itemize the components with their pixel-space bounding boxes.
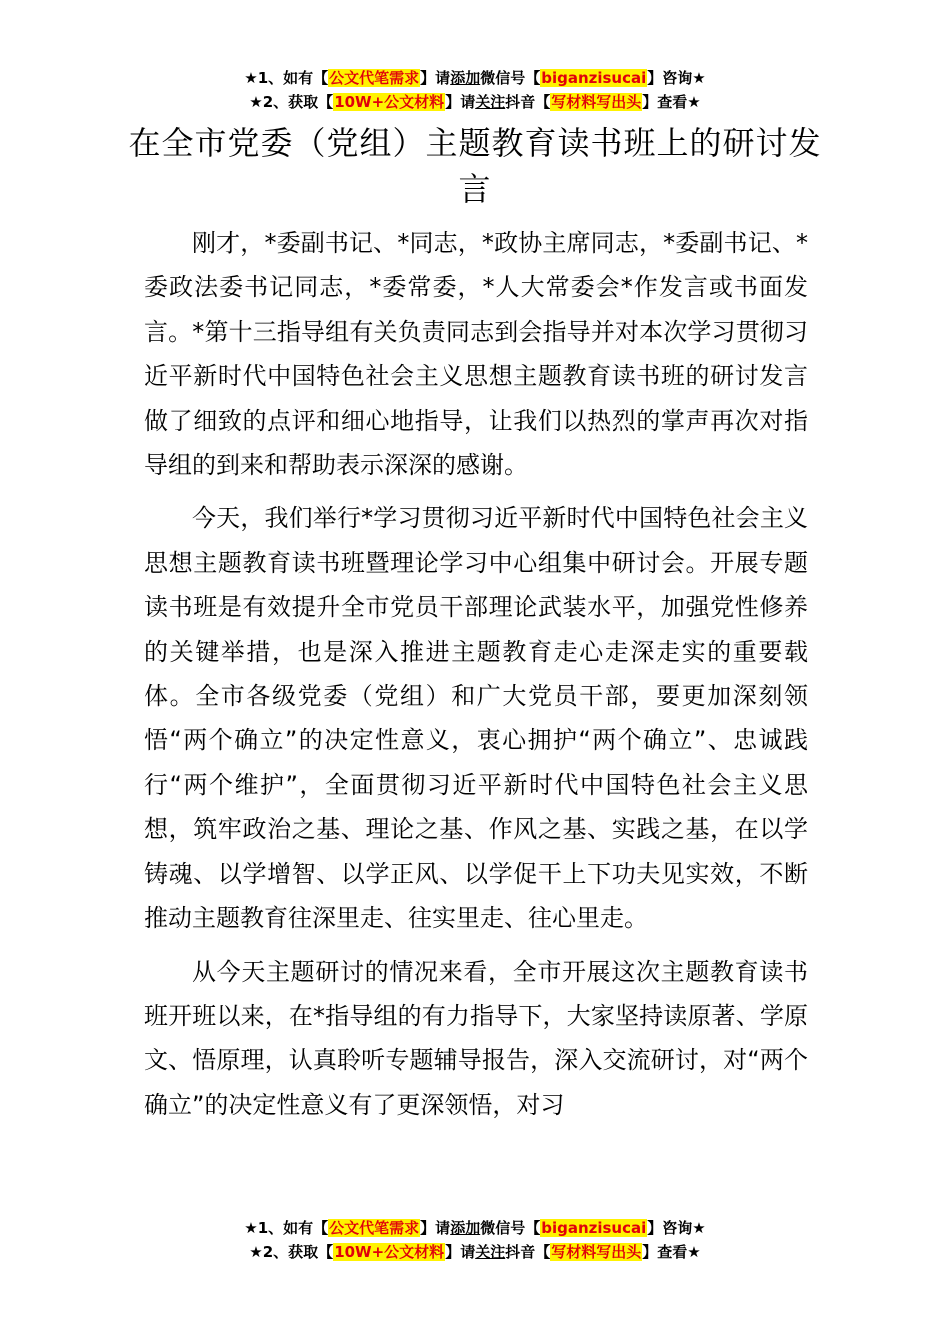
promo-line-1: ★1、如有【公文代笔需求】请添加微信号【biganzisucai】咨询★ [244,1219,706,1237]
promo-line-1: ★1、如有【公文代笔需求】请添加微信号【biganzisucai】咨询★ [244,69,706,87]
document-title: 在全市党委（党组）主题教育读书班上的研讨发言 [128,124,822,208]
promo-line-2: ★2、获取【10W+公文材料】请关注抖音【写材料写出头】查看★ [249,1243,701,1261]
body-paragraph: 从今天主题研讨的情况来看，全市开展这次主题教育读书班开班以来，在*指导组的有力指导下，大家坚持读原著、学原文、悟原理，认真聆听专题辅导报告，深入交流研讨，对“两个确立”的决定性意义有了更深领悟，对习 [144,957,808,1119]
header-promo-banner [0,66,950,114]
document-body [144,221,808,1127]
promo-wechat-id: biganzisucai [541,1219,647,1237]
promo-highlight: 公文代笔需求 [329,69,420,87]
body-paragraph: 今天，我们举行*学习贯彻习近平新时代中国特色社会主义思想主题教育读书班暨理论学习中心组集中研讨会。开展专题读书班是有效提升全市党员干部理论武装水平，加强党性修养的关键举措，也是深入推进主题教育走心走深走实的重要载体。全市各级党委（党组）和广大党员干部，要更加深刻领悟“两个确立”的决定性意义，衷心拥护“两个确立”、忠诚践行“两个维护”，全面贯彻习近平新时代中国特色社会主义思想，筑牢政治之基、理论之基、作风之基、实践之基，在以学铸魂、以学增智、以学正风、以学促干上下功夫见实效，不断推动主题教育往深里走、往实里走、往心里走。 [144,504,808,933]
promo-highlight: 10W+公文材料 [334,93,445,111]
promo-highlight: 公文代笔需求 [329,1219,420,1237]
promo-line-2: ★2、获取【10W+公文材料】请关注抖音【写材料写出头】查看★ [249,93,701,111]
footer-promo-banner [0,1216,950,1264]
promo-douyin-id: 写材料写出头 [551,1243,642,1261]
promo-wechat-id: biganzisucai [541,69,647,87]
body-paragraph: 刚才，*委副书记、*同志，*政协主席同志，*委副书记、*委政法委书记同志，*委常委，*人大常委会*作发言或书面发言。*第十三指导组有关负责同志到会指导并对本次学习贯彻习近平新时代中国特色社会主义思想主题教育读书班的研讨发言做了细致的点评和细心地指导，让我们以热烈的掌声再次对指导组的到来和帮助表示深深的感谢。 [144,229,808,480]
promo-highlight: 10W+公文材料 [334,1243,445,1261]
promo-douyin-id: 写材料写出头 [551,93,642,111]
